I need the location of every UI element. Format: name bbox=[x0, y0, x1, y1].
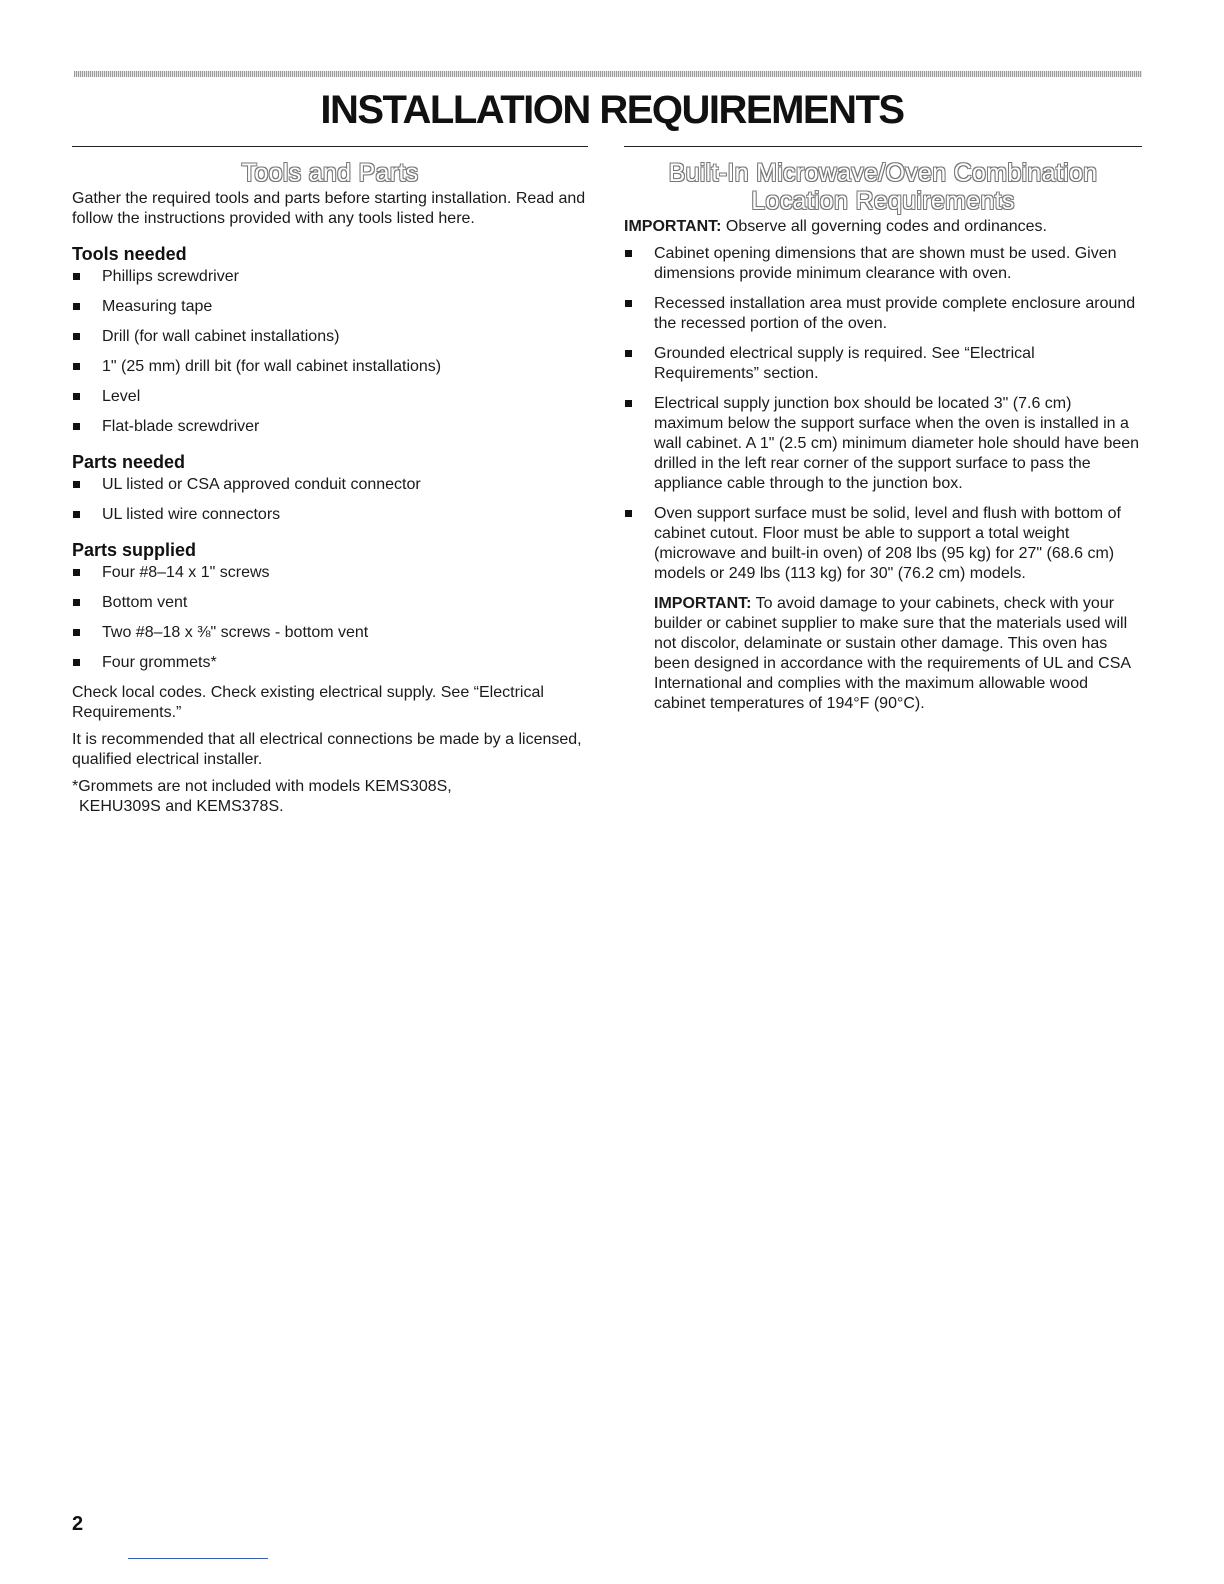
top-decorative-rule bbox=[74, 71, 1142, 77]
bullet-square-icon bbox=[73, 333, 80, 340]
bullet-square-icon bbox=[625, 510, 632, 517]
left-column-rule bbox=[72, 146, 588, 147]
intro-paragraph: Gather the required tools and parts before starting installation. Read and follow the instructions provided with any tools listed here. bbox=[72, 190, 586, 227]
tools-needed-list bbox=[72, 267, 588, 437]
parts-supplied-heading: Parts supplied bbox=[72, 540, 197, 560]
list-item: Measuring tape bbox=[72, 297, 588, 317]
list-item: Four #8–14 x 1" screws bbox=[72, 563, 588, 583]
recommendation-paragraph: It is recommended that all electrical connections be made by a licensed, qualified electrical installer. bbox=[72, 731, 582, 768]
check-codes-paragraph: Check local codes. Check existing electrical supply. See “Electrical Requirements.” bbox=[72, 684, 544, 721]
list-item: Phillips screwdriver bbox=[72, 267, 588, 287]
page-number: 2 bbox=[72, 1513, 84, 1535]
list-item: Drill (for wall cabinet installations) bbox=[72, 327, 588, 347]
bullet-square-icon bbox=[625, 400, 632, 407]
bullet-square-icon bbox=[73, 393, 80, 400]
important-cabinet-note: IMPORTANT: To avoid damage to your cabinets, check with your builder or cabinet supplier to make sure that the materials used will not discolor, delaminate or sustain other damage. This oven has been designed in accordance with the requirements of UL and CSA International and complies with the maximum allowable wood cabinet temperatures of 194°F (90°C). bbox=[654, 595, 1131, 712]
page-title: INSTALLATION REQUIREMENTS bbox=[320, 88, 904, 132]
bullet-square-icon bbox=[73, 481, 80, 488]
important-note: IMPORTANT: Observe all governing codes and ordinances. bbox=[624, 218, 1047, 235]
bullet-square-icon bbox=[73, 569, 80, 576]
location-requirements-column bbox=[624, 146, 1142, 721]
list-item: Cabinet opening dimensions that are shown must be used. Given dimensions provide minimum clearance with oven. bbox=[624, 244, 1142, 284]
list-item: 1" (25 mm) drill bit (for wall cabinet installations) bbox=[72, 357, 588, 377]
list-item: Four grommets* bbox=[72, 653, 588, 673]
list-item: Bottom vent bbox=[72, 593, 588, 613]
grommets-footnote: *Grommets are not included with models KEMS308S, KEHU309S and KEMS378S. bbox=[72, 778, 452, 815]
bullet-square-icon bbox=[73, 629, 80, 636]
list-item: UL listed wire connectors bbox=[72, 505, 588, 525]
list-item: UL listed or CSA approved conduit connector bbox=[72, 475, 588, 495]
parts-supplied-list bbox=[72, 563, 588, 673]
list-item: Oven support surface must be solid, level and flush with bottom of cabinet cutout. Floor must be able to support a total weight (microwave and built-in oven) of 208 lbs (95 kg) for 27" (68.6 cm) models or 249 lbs (113 kg) for 30" (76.2 cm) models. bbox=[624, 504, 1142, 584]
parts-needed-heading: Parts needed bbox=[72, 452, 186, 472]
tools-and-parts-column bbox=[72, 146, 588, 817]
bullet-square-icon bbox=[73, 599, 80, 606]
bullet-square-icon bbox=[73, 273, 80, 280]
bullet-square-icon bbox=[73, 363, 80, 370]
location-requirements-list bbox=[624, 244, 1142, 584]
bullet-square-icon bbox=[625, 250, 632, 257]
bullet-square-icon bbox=[73, 423, 80, 430]
bullet-square-icon bbox=[625, 350, 632, 357]
bullet-square-icon bbox=[73, 511, 80, 518]
bottom-link-rule bbox=[128, 1558, 268, 1559]
list-item: Flat-blade screwdriver bbox=[72, 417, 588, 437]
parts-needed-list bbox=[72, 475, 588, 525]
right-column-rule bbox=[624, 146, 1142, 147]
list-item: Recessed installation area must provide complete enclosure around the recessed portion of the oven. bbox=[624, 294, 1142, 334]
list-item: Electrical supply junction box should be located 3" (7.6 cm) maximum below the support surface when the oven is installed in a wall cabinet. A 1" (2.5 cm) minimum diameter hole should have been drilled in the left rear corner of the support surface to pass the appliance cable through to the junction box. bbox=[624, 394, 1142, 494]
tools-needed-heading: Tools needed bbox=[72, 244, 187, 264]
location-requirements-title: Built-In Microwave/Oven Combination Location Requirements bbox=[668, 159, 1098, 215]
list-item: Two #8–18 x ⅜" screws - bottom vent bbox=[72, 623, 588, 643]
list-item: Level bbox=[72, 387, 588, 407]
bullet-square-icon bbox=[625, 300, 632, 307]
bullet-square-icon bbox=[73, 659, 80, 666]
bullet-square-icon bbox=[73, 303, 80, 310]
tools-and-parts-title: Tools and Parts bbox=[241, 159, 419, 187]
list-item: Grounded electrical supply is required. See “Electrical Requirements” section. bbox=[624, 344, 1142, 384]
